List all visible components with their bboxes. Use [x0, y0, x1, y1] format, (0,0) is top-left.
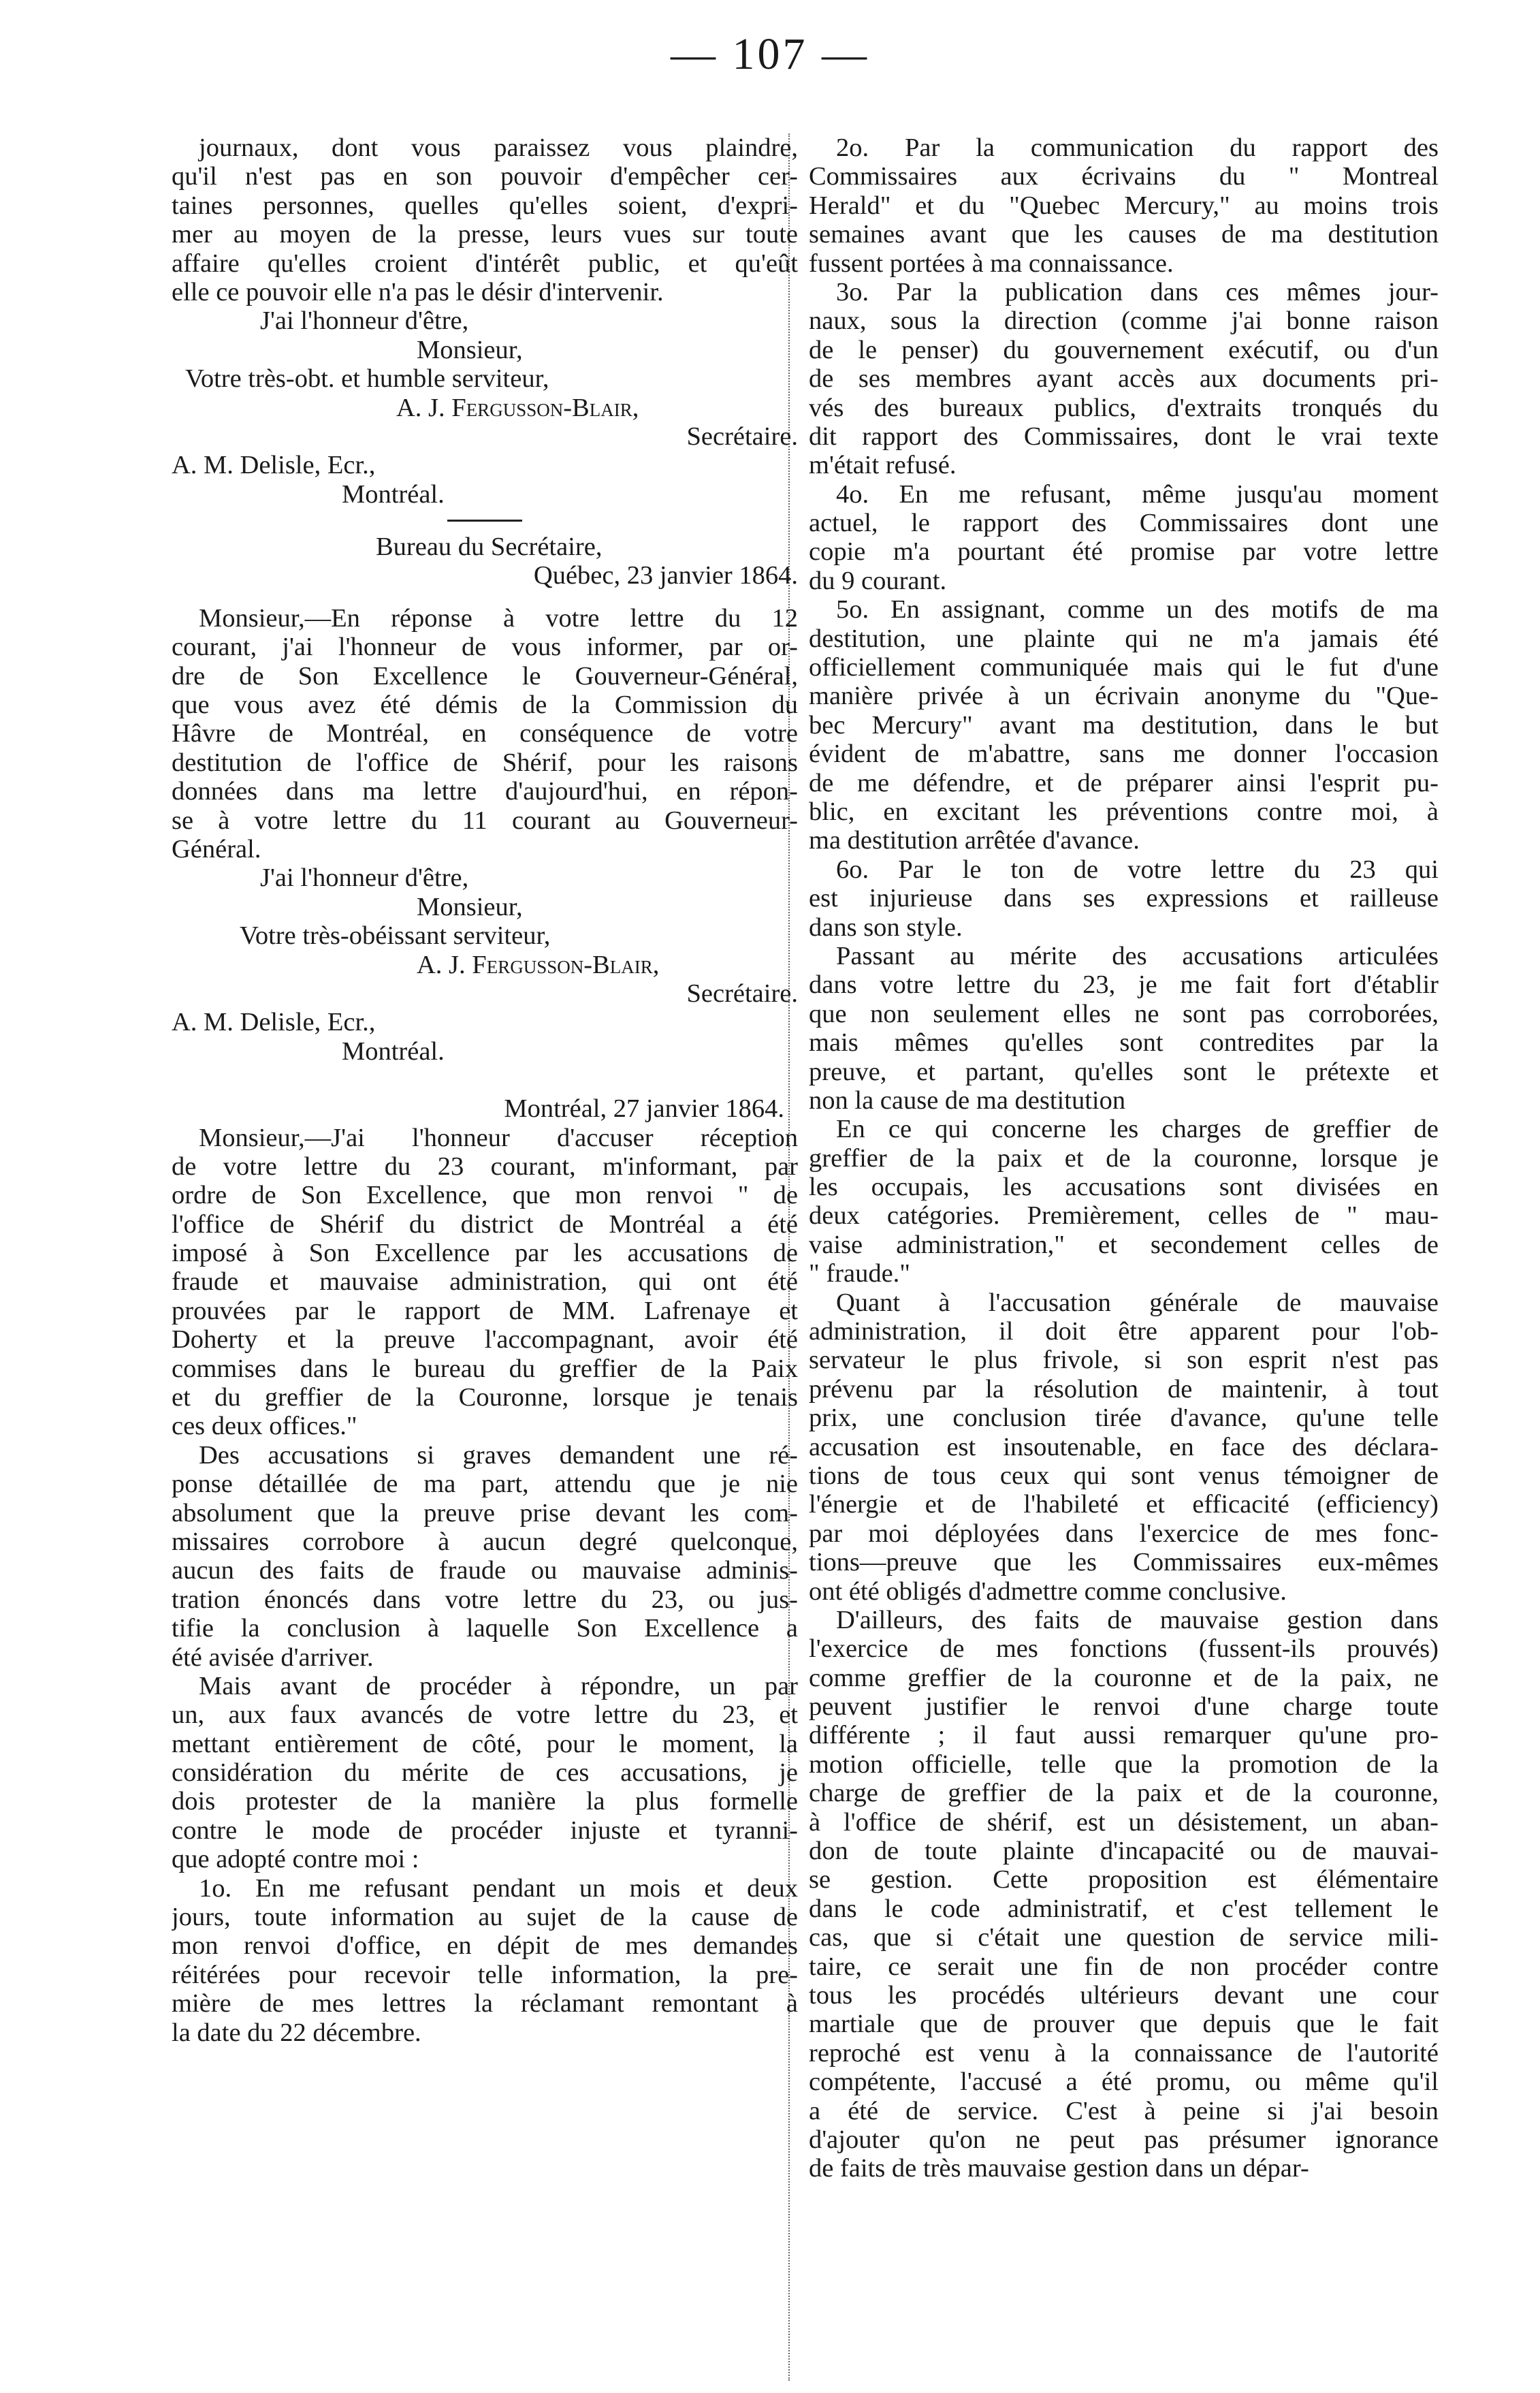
signer-title: Secrétaire.: [686, 422, 798, 451]
text-line: servateur le plus frivole, si son esprit n'est pas: [809, 1346, 1439, 1375]
text-line: imposé à Son Excellence par les accusations de: [172, 1239, 798, 1268]
text-line: mière de mes lettres la réclamant remontant à: [172, 1989, 798, 2018]
text-line: et du greffier de la Couronne, lorsque je tenais: [172, 1383, 798, 1412]
paragraph: [809, 855, 1439, 942]
text-line: comme greffier de la couronne et de la paix, ne: [809, 1663, 1439, 1692]
text-line: ordre de Son Excellence, que mon renvoi " de: [172, 1181, 798, 1210]
text-line: 4o. En me refusant, même jusqu'au moment: [836, 479, 1439, 509]
text-line: les occupais, les accusations sont divisées en: [809, 1173, 1439, 1202]
text-line: se à votre lettre du 11 courant au Gouverneur-: [172, 806, 798, 835]
text-line: absolument que la preuve prise devant les com-: [172, 1498, 798, 1527]
text-line: destitution, une plainte qui ne m'a jamais été: [809, 624, 1439, 653]
text-line: destitution de l'office de Shérif, pour les raisons: [172, 748, 798, 777]
text-line: dans son style.: [809, 913, 963, 942]
text-line: prévenu par la résolution de maintenir, à tout: [809, 1374, 1439, 1404]
signature: A. J. Fergusson-Blair,: [417, 950, 660, 979]
text-line: non la cause de ma destitution: [809, 1085, 1126, 1115]
text-line: ces deux offices.": [172, 1412, 357, 1441]
servant-line: Votre très-obt. et humble serviteur,: [185, 364, 549, 394]
text-line: 3o. Par la publication dans ces mêmes jour-: [836, 277, 1439, 306]
text-line: est injurieuse dans ses expressions et railleuse: [809, 884, 1439, 913]
text-line: la date du 22 décembre.: [172, 2018, 421, 2047]
text-line: 6o. Par le ton de votre lettre du 23 qui: [836, 855, 1439, 884]
text-line: mer au moyen de la presse, leurs vues sur toute: [172, 220, 798, 249]
text-line: contre le mode de procéder injuste et tyranni-: [172, 1816, 798, 1845]
text-line: dans le code administratif, et c'est tellement le: [809, 1894, 1439, 1923]
text-line: vés des bureaux publics, d'extraits tronqués du: [809, 393, 1439, 422]
text-line: ponse détaillée de ma part, attendu que je nie: [172, 1470, 798, 1499]
text-line: 1o. En me refusant pendant un mois et deux: [199, 1873, 798, 1903]
text-line: l'office de Shérif du district de Montréal a été: [172, 1209, 798, 1239]
text-line: d'ajouter qu'on ne peut pas présumer ignorance: [809, 2125, 1439, 2154]
text-line: que vous avez été démis de la Commission du: [172, 691, 798, 720]
closing-line: J'ai l'honneur d'être,: [260, 306, 469, 336]
text-line: été avisée d'arriver.: [172, 1643, 374, 1672]
text-line: affaire qu'elles croient d'intérêt public, et qu'eût: [172, 249, 798, 278]
text-line: jours, toute information au sujet de la cause de: [172, 1903, 798, 1932]
text-line: l'exercice de mes fonctions (fussent-ils prouvés): [809, 1634, 1439, 1664]
text-line: actuel, le rapport des Commissaires dont une: [809, 509, 1439, 538]
text-line: elle ce pouvoir elle n'a pas le désir d'intervenir.: [172, 277, 664, 306]
text-line: administration, il doit être apparent pour l'ob-: [809, 1317, 1439, 1346]
paragraph: [809, 278, 1439, 480]
text-line: Monsieur,—En réponse à votre lettre du 12: [199, 603, 798, 633]
text-line: D'ailleurs, des faits de mauvaise gestion dans: [836, 1605, 1439, 1634]
text-line: un, aux faux avancés de votre lettre du 23, et: [172, 1700, 798, 1730]
paragraph: [172, 1672, 798, 1874]
text-line: tions—preuve que les Commissaires eux-mêmes: [809, 1548, 1439, 1577]
text-line: " fraude.": [809, 1259, 910, 1288]
text-line: missaires corrobore à aucun degré quelconque,: [172, 1527, 798, 1556]
addressee-city: Montréal.: [342, 1036, 445, 1066]
text-line: Des accusations si graves demandent une ré-: [199, 1440, 798, 1470]
text-line: copie m'a pourtant été promise par votre lettre: [809, 537, 1439, 567]
text-line: de ses membres ayant accès aux documents pri-: [809, 364, 1439, 394]
text-line: se gestion. Cette proposition est élémentaire: [809, 1865, 1439, 1895]
text-line: En ce qui concerne les charges de greffier de: [836, 1115, 1439, 1144]
text-line: de faits de très mauvaise gestion dans un dépar-: [809, 2154, 1309, 2183]
text-line: fussent portées à ma connaissance.: [809, 249, 1174, 278]
text-line: prix, une conclusion tirée d'avance, qu'une telle: [809, 1404, 1439, 1433]
text-line: dre de Son Excellence le Gouverneur-Général,: [172, 661, 798, 691]
text-line: Doherty et la preuve l'accompagnant, avoir été: [172, 1325, 798, 1354]
text-line: a été de service. C'est à peine si j'ai besoin: [809, 2096, 1439, 2125]
text-line: ont été obligés d'admettre comme conclusive.: [809, 1576, 1287, 1606]
text-line: cas, que si c'était une question de service mili-: [809, 1923, 1439, 1952]
text-line: ma destitution arrêtée d'avance.: [809, 826, 1140, 855]
text-line: réitérées pour recevoir telle information, la pre-: [172, 1960, 798, 1989]
text-line: de me défendre, et de préparer ainsi l'esprit pu-: [809, 768, 1439, 797]
text-line: officiellement communiquée mais qui le fut d'une: [809, 653, 1439, 682]
text-line: évident de m'abattre, sans me donner l'occasion: [809, 740, 1439, 769]
text-line: à l'office de shérif, est un désistement, un aban-: [809, 1807, 1439, 1837]
text-line: de le penser) du gouvernement exécutif, ou d'un: [809, 335, 1439, 364]
text-line: par moi déployées dans l'exercice de mes fonc-: [809, 1519, 1439, 1548]
text-line: deux catégories. Premièrement, celles de " mau-: [809, 1201, 1439, 1231]
text-line: motion officielle, telle que la promotion de la: [809, 1749, 1439, 1779]
text-line: journaux, dont vous paraissez vous plaindre,: [199, 133, 798, 162]
salutation: Monsieur,: [417, 335, 523, 364]
letter-heading: [172, 533, 798, 590]
text-line: semaines avant que les causes de ma destitution: [809, 220, 1439, 249]
text-line: que non seulement elles ne sont pas corroborées,: [809, 999, 1439, 1028]
text-line: aucun des faits de fraude ou mauvaise adminis-: [172, 1556, 798, 1585]
letter-date: Québec, 23 janvier 1864.: [533, 561, 798, 590]
text-line: tration énoncés dans votre lettre du 23, ou jus-: [172, 1585, 798, 1614]
servant-line: Votre très-obéissant serviteur,: [240, 921, 551, 951]
text-line: Passant au mérite des accusations articulées: [836, 941, 1439, 970]
addressee-city: Montréal.: [342, 479, 445, 509]
text-line: fraude et mauvaise administration, qui ont été: [172, 1267, 798, 1297]
text-line: dois protester de la manière la plus formelle: [172, 1787, 798, 1816]
page-number: — 107 —: [671, 29, 869, 79]
signer-title: Secrétaire.: [686, 979, 798, 1008]
separator-rule: [447, 520, 522, 522]
text-line: dit rapport des Commissaires, dont le vrai texte: [809, 422, 1439, 451]
text-line: manière privée à un écrivain anonyme du "Que-: [809, 682, 1439, 711]
signature: A. J. Fergusson-Blair,: [396, 393, 639, 422]
text-line: greffier de la paix et de la couronne, lorsque je: [809, 1143, 1439, 1173]
text-line: naux, sous la direction (comme j'ai bonne raison: [809, 306, 1439, 336]
text-line: bec Mercury" avant ma destitution, dans le but: [809, 710, 1439, 740]
text-line: tifie la conclusion à laquelle Son Excellence a: [172, 1614, 798, 1643]
text-line: de votre lettre du 23 courant, m'informant, par: [172, 1152, 798, 1181]
letter-body: [172, 604, 798, 864]
right-column: [809, 133, 1439, 2183]
text-line: l'énergie et de l'habileté et efficacité (efficiency): [809, 1490, 1439, 1519]
text-line: mais mêmes qu'elles sont contredites par la: [809, 1028, 1439, 1058]
paragraph: [809, 595, 1439, 855]
letter-closing: [172, 863, 798, 1066]
text-line: Monsieur,—J'ai l'honneur d'accuser réception: [199, 1123, 798, 1152]
text-line: m'était refusé.: [809, 451, 957, 480]
text-line: Mais avant de procéder à répondre, un par: [199, 1671, 798, 1700]
text-line: courant, j'ai l'honneur de vous informer, par or-: [172, 633, 798, 662]
text-line: données dans ma lettre d'aujourd'hui, en répon-: [172, 777, 798, 806]
text-line: peuvent justifier le renvoi d'une charge toute: [809, 1692, 1439, 1722]
office-line: Bureau du Secrétaire,: [376, 533, 603, 562]
paragraph: [172, 1874, 798, 2047]
addressee: A. M. Delisle, Ecr.,: [172, 451, 376, 480]
text-line: compétente, l'accusé a été promu, ou même qu'il: [809, 2067, 1439, 2097]
text-line: 5o. En assignant, comme un des motifs de ma: [836, 595, 1439, 624]
text-line: taines personnes, quelles qu'elles soient, d'expri-: [172, 191, 798, 220]
letter-closing: [172, 306, 798, 509]
text-line: accusation est insoutenable, en face des déclara-: [809, 1432, 1439, 1461]
text-line: charge de greffier de la paix et de la couronne,: [809, 1779, 1439, 1808]
text-line: du 9 courant.: [809, 566, 947, 595]
text-line: Commissaires aux écrivains du " Montreal: [809, 162, 1439, 191]
text-line: tous les procédés ultérieurs devant une cour: [809, 1981, 1439, 2010]
text-line: Quant à l'accusation générale de mauvaise: [836, 1288, 1439, 1317]
paragraph: [809, 1288, 1439, 1606]
text-line: Général.: [172, 834, 261, 863]
text-line: commises dans le bureau du greffier de la Paix: [172, 1354, 798, 1383]
text-line: tions de tous ceux qui sont venus témoigner de: [809, 1461, 1439, 1490]
text-line: vaise administration," et secondement celles de: [809, 1230, 1439, 1259]
paragraph: [809, 1115, 1439, 1288]
text-line: que adopté contre moi :: [172, 1845, 419, 1874]
salutation: Monsieur,: [417, 892, 523, 921]
left-column: [172, 133, 798, 2047]
text-line: dans votre lettre du 23, je me fait fort d'établir: [809, 970, 1439, 1000]
text-line: mettant entièrement de côté, pour le moment, la: [172, 1729, 798, 1758]
text-line: martiale que de prouver que depuis que le fait: [809, 2010, 1439, 2039]
text-line: 2o. Par la communication du rapport des: [836, 133, 1439, 162]
text-line: considération du mérite de ces accusations, je: [172, 1758, 798, 1788]
paragraph: [172, 133, 798, 306]
letter-heading: [172, 1094, 798, 1123]
text-line: mon renvoi d'office, en dépit de mes demandes: [172, 1931, 798, 1961]
text-line: blic, en excitant les préventions contre moi, à: [809, 797, 1439, 826]
text-line: don de toute plainte d'incapacité ou de mauvai-: [809, 1837, 1439, 1866]
paragraph: [809, 1606, 1439, 2183]
text-line: prouvées par le rapport de MM. Lafrenaye et: [172, 1296, 798, 1325]
addressee: A. M. Delisle, Ecr.,: [172, 1008, 376, 1037]
closing-line: J'ai l'honneur d'être,: [260, 863, 469, 893]
text-line: Herald" et du "Quebec Mercury," au moins trois: [809, 191, 1439, 220]
paragraph: [172, 1441, 798, 1672]
letter-date: Montréal, 27 janvier 1864.: [504, 1094, 784, 1124]
text-line: différente ; il faut aussi remarquer qu'une pro-: [809, 1721, 1439, 1750]
text-line: preuve, et partant, qu'elles sont le prétexte et: [809, 1057, 1439, 1086]
paragraph: [809, 942, 1439, 1115]
text-line: reproché est venu à la connaissance de l'autorité: [809, 2038, 1439, 2067]
text-line: qu'il n'est pas en son pouvoir d'empêcher cer-: [172, 162, 798, 191]
text-line: Hâvre de Montréal, en conséquence de votre: [172, 719, 798, 748]
letter-body: [172, 1124, 798, 1441]
text-line: taire, ce serait une fin de non procéder contre: [809, 1952, 1439, 1981]
paragraph: [809, 480, 1439, 596]
paragraph: [809, 133, 1439, 278]
